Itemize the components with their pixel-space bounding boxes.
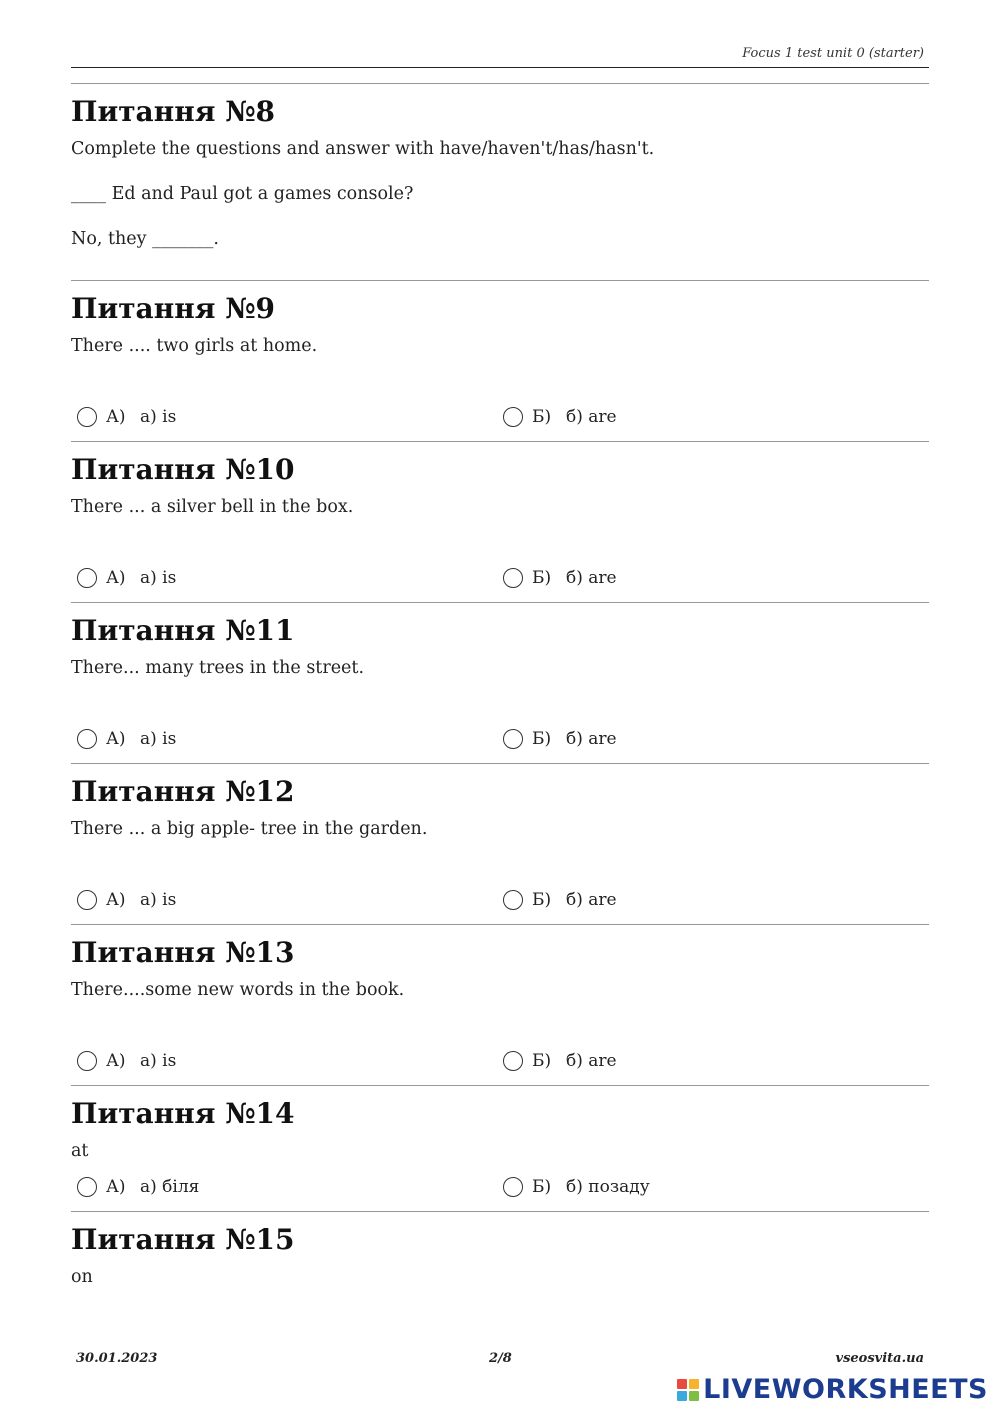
answer-option-a[interactable]	[77, 727, 176, 751]
radio-button[interactable]	[503, 1177, 523, 1197]
question-title: Питання №10	[71, 453, 295, 486]
option-letter: А)	[106, 1177, 126, 1197]
question-divider	[71, 1085, 929, 1086]
question-divider	[71, 83, 929, 84]
option-letter: Б)	[532, 407, 552, 427]
header-divider	[71, 67, 929, 68]
question-text: on	[71, 1267, 93, 1287]
question-title: Питання №14	[71, 1097, 295, 1130]
option-letter: Б)	[532, 1051, 552, 1071]
option-letter: Б)	[532, 890, 552, 910]
question-title: Питання №15	[71, 1223, 295, 1256]
option-text: a) is	[140, 1051, 177, 1071]
question-text: There... many trees in the street.	[71, 658, 365, 678]
option-text: б) are	[566, 407, 617, 427]
option-letter: А)	[106, 890, 126, 910]
logo-square	[689, 1379, 699, 1389]
option-text: a) is	[140, 729, 177, 749]
question-divider	[71, 763, 929, 764]
answer-option-a[interactable]	[77, 405, 176, 429]
option-text: б) are	[566, 1051, 617, 1071]
answer-option-b[interactable]	[503, 566, 617, 590]
page-header-title: Focus 1 test unit 0 (starter)	[742, 46, 924, 61]
question-text: There .... two girls at home.	[71, 336, 318, 356]
option-letter: Б)	[532, 1177, 552, 1197]
radio-button[interactable]	[503, 890, 523, 910]
option-text: б) позаду	[566, 1177, 650, 1197]
footer-page-number: 2/8	[489, 1351, 512, 1366]
option-text: a) is	[140, 568, 177, 588]
logo-square	[677, 1391, 687, 1401]
logo-square	[689, 1391, 699, 1401]
footer-site: vseosvita.ua	[835, 1351, 924, 1366]
answer-option-b[interactable]	[503, 727, 617, 751]
answer-option-b[interactable]	[503, 405, 617, 429]
liveworksheets-logo	[677, 1374, 988, 1405]
logo-square	[677, 1379, 687, 1389]
radio-button[interactable]	[77, 1051, 97, 1071]
answer-option-b[interactable]	[503, 1175, 650, 1199]
radio-button[interactable]	[77, 729, 97, 749]
question-title: Питання №13	[71, 936, 295, 969]
radio-button[interactable]	[77, 1177, 97, 1197]
question-instruction: Complete the questions and answer with have/haven't/has/hasn't.	[71, 139, 655, 159]
question-title: Питання №9	[71, 292, 276, 325]
radio-button[interactable]	[77, 890, 97, 910]
option-letter: А)	[106, 1051, 126, 1071]
question-text: There ... a silver bell in the box.	[71, 497, 354, 517]
liveworksheets-logo-icon	[677, 1379, 699, 1401]
option-letter: А)	[106, 407, 126, 427]
question-divider	[71, 924, 929, 925]
option-letter: Б)	[532, 568, 552, 588]
question-divider	[71, 280, 929, 281]
answer-option-a[interactable]	[77, 1175, 199, 1199]
option-letter: А)	[106, 568, 126, 588]
question-divider	[71, 602, 929, 603]
answer-option-b[interactable]	[503, 888, 617, 912]
question-title: Питання №11	[71, 614, 295, 647]
question-answer-line: No, they _______.	[71, 229, 219, 249]
option-text: a) is	[140, 890, 177, 910]
radio-button[interactable]	[77, 407, 97, 427]
option-text: a) is	[140, 407, 177, 427]
question-divider	[71, 1211, 929, 1212]
question-text: There....some new words in the book.	[71, 980, 405, 1000]
option-text: б) are	[566, 568, 617, 588]
radio-button[interactable]	[77, 568, 97, 588]
footer-date: 30.01.2023	[76, 1351, 158, 1366]
option-letter: А)	[106, 729, 126, 749]
question-text: at	[71, 1141, 89, 1161]
radio-button[interactable]	[503, 1051, 523, 1071]
answer-option-a[interactable]	[77, 888, 176, 912]
answer-option-a[interactable]	[77, 1049, 176, 1073]
question-text: There ... a big apple- tree in the garden.	[71, 819, 428, 839]
radio-button[interactable]	[503, 729, 523, 749]
question-divider	[71, 441, 929, 442]
question-title: Питання №12	[71, 775, 295, 808]
answer-option-a[interactable]	[77, 566, 176, 590]
question-title: Питання №8	[71, 95, 276, 128]
option-text: а) біля	[140, 1177, 200, 1197]
liveworksheets-wordmark: LIVEWORKSHEETS	[703, 1374, 988, 1405]
option-text: б) are	[566, 890, 617, 910]
option-text: б) are	[566, 729, 617, 749]
option-letter: Б)	[532, 729, 552, 749]
answer-option-b[interactable]	[503, 1049, 617, 1073]
radio-button[interactable]	[503, 568, 523, 588]
question-sentence: ____ Ed and Paul got a games console?	[71, 184, 414, 204]
radio-button[interactable]	[503, 407, 523, 427]
